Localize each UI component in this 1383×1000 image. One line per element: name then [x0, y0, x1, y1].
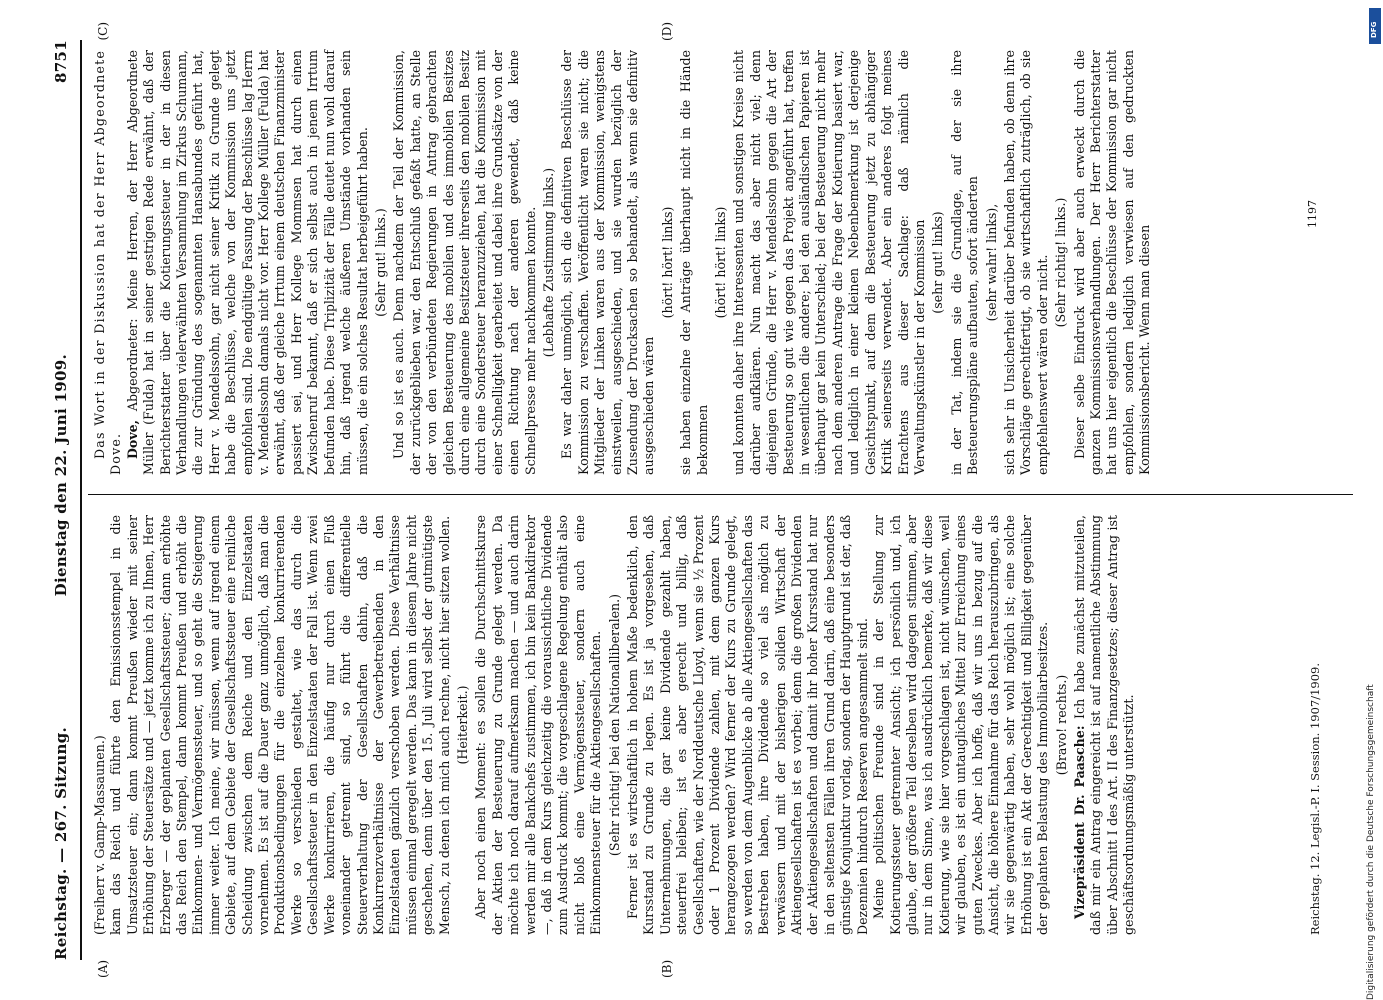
margin-mark-b: (B) — [660, 959, 674, 978]
signature-mark: 1197 — [1306, 200, 1319, 228]
page-number: 8751 — [52, 40, 70, 83]
dfg-logo: DFG — [1369, 8, 1381, 44]
reaction: (hört! hört! links) — [659, 206, 675, 319]
paragraph — [125, 50, 371, 475]
credit-text: Digitalisierung gefördert durch die Deutsche Forschungsgemeinschaft — [1366, 684, 1376, 1000]
paragraph: Es war daher unmöglich, sich die definitiven Beschlüsse der Kommission zu verschaffen. Veröffentlicht waren sie nicht; die Mitglieder der Linken waren aus der Kommission, wenigstens einstweilen, ausgeschieden, und sie wurden bezüglich der Zusendung der Drucksachen so behandelt, als wenn sie definitiv ausgeschieden wären — [559, 50, 657, 475]
left-column — [92, 515, 1138, 935]
header-rule — [80, 40, 82, 960]
paragraph: Und so ist es auch. Denn nachdem der Teil der Kommission, der zurückgeblieben war, den Entschluß gefaßt hatte, an Stelle der von den verbündeten Regierungen in Antrag gebrachten gleichen Besteuerung des mobilen und des immobilen Besitzes durch eine allgemeine Besitzsteuer ihrerseits den mobilen Besitz durch eine Sondersteuer heranzuziehen, hat die Kommission mit einer Schnelligkeit gearbeitet und dabei ihre Grundsätze von der einen Richtung nach der anderen gewendet, daß keine Schnellpresse mehr nachkommen konnte. — [391, 50, 538, 475]
speaker-role: Abgeordneter: — [124, 318, 140, 412]
paragraph: kam das Reich und führte den Emissionsstempel in die Umsatzsteuer ein; dann kommt Preußen wieder mit seiner Erhöhung der Steuersätze und — jetzt komme ich zu Ihnen, Herr Erzberger — der geplanten Gesellschaftssteuer; dann erhöhte das Reich den Stempel, dann kommt Preußen und erhöht die Einkommen- und Vermögenssteuer, und so geht die Steigerung immer weiter. Ich meine, wir müssen, wenn auf irgend einem Gebiete, auf dem Gebiete der Gesellschaftssteuer eine reinliche Scheidung zwischen dem Reiche und den Einzelstaaten vornehmen. Es ist auf die Dauer ganz unmöglich, daß man die Produktionsbedingungen für die einzelnen konkurrierenden Werke so verschieden gestaltet, wie das durch die Gesellschaftssteuer in den Einzelstaaten der Fall ist. Wenn zwei Werke konkurrieren, die häufig nur durch einen Fluß voneinander getrennt sind, so führt die differentielle Steuerverhaltung der Gesellschaften dahin, daß die Konkurrenzverhältnisse der Gewerbetreibenden in den Einzelstaaten gänzlich verschoben werden. Diese Verhältnisse müssen einmal geregelt werden. Das kann in diesem Jahre nicht geschehen, denn über den 15. Juli wird selbst der gutmütigste Mensch, zu denen ich mich auch rechne, nicht hier sitzen wollen. — [108, 515, 452, 935]
header-date: Dienstag den 22. Juni 1909. — [52, 354, 70, 597]
speaker-name: Vizepräsident Dr. Paasche: — [1071, 725, 1087, 919]
paragraph: Dieser selbe Eindruck wird aber auch erweckt durch die ganzen Kommissionsverhandlungen. Der Herr Berichterstatter hat uns hier eigentlich die Beschlüsse der Kommission gar nicht empfohlen, sondern lediglich verwiesen auf den gedruckten Kommissionsbericht. Wenn man diesen — [1071, 50, 1153, 475]
margin-mark-c: (C) — [96, 22, 110, 41]
paragraph: Das Wort in der Diskussion hat der Herr Abgeordnete Dove. — [92, 50, 124, 475]
column-divider — [88, 494, 1353, 495]
right-column — [92, 50, 1154, 475]
reaction: (Sehr richtig! bei den Nationalliberalen.) — [606, 593, 622, 857]
reaction: (Heiterkeit.) — [454, 685, 470, 765]
reaction: (Bravo! rechts.) — [1053, 674, 1069, 776]
paragraph: sie haben einzelne der Anträge überhaupt nicht in die Hände bekommen — [678, 50, 710, 475]
reaction: (Lebhafte Zustimmung links.) — [540, 167, 556, 358]
reaction: (sehr gut! links) — [930, 211, 946, 314]
paragraph: sich sehr in Unsicherheit darüber befunden haben, ob denn ihre Vorschläge gerechtfertigt, ob sie wirtschaftlich zuträglich, ob sie empfehlenswert wären oder nicht. — [1001, 50, 1050, 475]
paragraph: in der Tat, indem sie die Grundlage, auf der sie ihre Besteuerungspläne aufbauten, sofort änderten — [948, 50, 981, 475]
page-header-right — [52, 40, 70, 596]
speaker-name: Dove, — [124, 419, 140, 459]
reaction: (sehr wahr! links), — [983, 203, 999, 322]
reaction: (hört! hört! links) — [713, 206, 729, 319]
reaction: (Sehr gut! links.) — [372, 208, 388, 317]
credit-strip — [1352, 500, 1382, 1000]
speech-text: Meine Herren, der Herr Abgeordnete Müller (Fulda) hat in seiner gestrigen Rede erwähnt, daß der Berichterstatter über die Kotierungssteuer in der in diesen Verhandlungen vielerwähnten Versammlung im Zirkus Schumann, die zur Gründung des sogenannten Hansabundes geführt hat, Herr v. Mendelssohn, gar nicht seiner Kritik zu Grunde gelegt habe die Beschlüsse, welche von der Kommission uns jetzt empfohlen sind. Die endgültige Fassung der Beschlüsse lag Herrn v. Mendelssohn damals nicht vor. Herr Kollege Müller (Fulda) hat erwähnt, daß der gleiche Irrtum einem deutschen Finanzminister passiert sei, und Herr Kollege Mommsen hat durch einen Zwischenruf bekannt, daß er sich selbst auch in jenem Irrtum befunden habe. Diese Triplizität der Fälle deutet nun wohl darauf hin, daß irgend welche äußeren Umstände vorhanden sein müssen, die ein solches Resultat herbeigeführt haben. — [124, 50, 370, 475]
paragraph: Aber noch einen Moment: es sollen die Durchschnittskurse der Aktien der Besteuerung zu Grunde gelegt werden. Da möchte ich noch darauf aufmerksam machen — und auch darin werden mir alle Bankchefs zustimmen, ich bin kein Bankdirektor —, daß in dem Kurs gleichzeitig die voraussichtliche Dividende zum Ausdruck kommt; die vorgeschlagene Regelung enthält also nicht bloß eine Vermögenssteuer, sondern auch eine Einkommensteuer für die Aktiengesellschaften. — [473, 515, 604, 935]
page-footer: Reichstag. 12. Legisl.-P. I. Session. 1907/1909. — [1308, 662, 1322, 935]
margin-mark-a: (A) — [96, 959, 110, 978]
paragraph: Ferner ist es wirtschaftlich in hohem Maße bedenklich, den Kursstand zu Grunde zu legen. Es ist ja vorgesehen, daß Unternehmungen, die gar keine Dividende gezahlt haben, steuerfrei bleiben; ist es aber gerecht und billig, daß Gesellschaften, wie der Norddeutsche Lloyd, wenn sie ½ Prozent oder 1 Prozent Dividende zahlen, mit dem ganzen Kurs herangezogen werden? Wird ferner der Kurs zu Grunde gelegt, so werden von dem Augenblicke ab alle Aktiengesellschaften das Bestreben haben, ihre Dividende so viel als möglich zu verwässern und mit der bisherigen soliden Wirtschaft der Aktiengesellschaften ist es vorbei; denn die großen Dividenden der Aktiengesellschaften und damit ihr hoher Kursstand hat nur in den seltensten Fällen ihren Grund darin, daß eine besonders günstige Konjunktur vorlag, sondern der Hauptgrund ist der, daß Dezennien hindurch Reserven angesammelt sind. — [625, 515, 870, 935]
paragraph: und konnten daher ihre Interessenten und sonstigen Kreise nicht darüber aufklären. Nun macht das aber nicht viel; denn diejenigen Gründe, die Herr v. Mendelssohn gegen die Art der Besteuerung so gut wie gegen das Projekt angeführt hat, treffen in wesentlichen die andere; bei den ausländischen Papieren ist überhaupt gar kein Unterschied; bei der Besteuerung nicht mehr nach dem anderen Antrage die Frage der Kotierung basiert war, und lediglich in einer kleinen Nebenbemerkung ist derjenige Gesichtspunkt, auf dem die Besteuerung jetzt zu abhängiger Kritik seinerseits verwendet. Aber ein anderes folgt meines Erachtens aus dieser Sachlage: daß nämlich die Verwaltungskünstler in der Kommission — [731, 50, 927, 475]
paragraph — [1072, 515, 1138, 935]
reaction: (Sehr richtig! links.) — [1053, 197, 1069, 328]
paragraph: Meine politischen Freunde sind in der Stellung zur Kotierungssteuer getrennter Ansicht; ich persönlich und, ich glaube, der größere Teil derselben wird dagegen stimmen, aber nur in dem Sinne, was ich ausdrücklich bemerke, daß wir diese Kotierung, wie sie hier vorgeschlagen ist, nicht wünschen, weil wir glauben, es ist ein untaugliches Mittel zur Erreichung eines guten Zweckes. Aber ich hoffe, daß wir uns in bezug auf die Ansicht, die höhere Einnahme für das Reich herauszubringen, als wir sie gegenwärtig haben, sehr wohl möglich ist; eine solche Erhöhung ist ein Akt der Gerechtigkeit und Billigkeit gegenüber der geplanten Belastung des Immobiliarbesitzes. — [871, 515, 1051, 935]
margin-mark-d: (D) — [660, 22, 674, 41]
speaker-tag: (Freiherr v. Gamp-Massaunen.) — [92, 735, 107, 935]
speech-text: Ich habe zunächst mitzuteilen, daß mir ein Antrag eingereicht ist auf namentliche Abstimmung über Abschnitt I des Art. II des Finanzgesetzes; dieser Antrag ist geschäftsordnungsmäßig unterstützt. — [1071, 515, 1137, 935]
page-header-left: Reichstag. — 267. Sitzung. — [52, 726, 70, 960]
